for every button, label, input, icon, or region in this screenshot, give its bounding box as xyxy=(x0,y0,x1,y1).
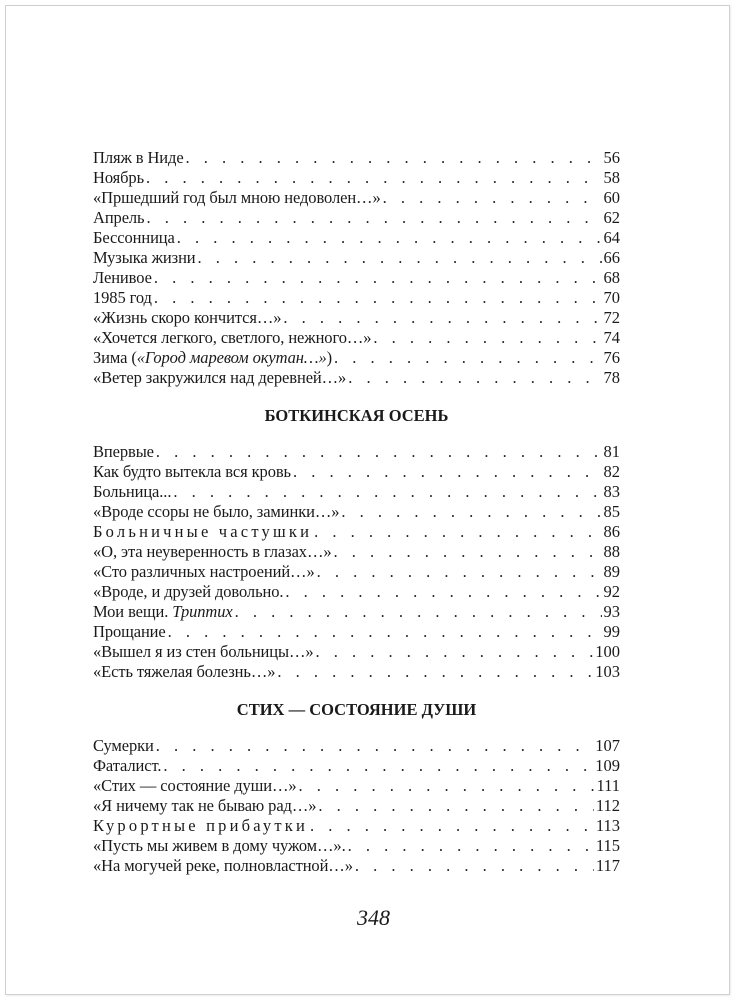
toc-entry xyxy=(93,148,620,168)
toc-entry xyxy=(93,462,620,482)
toc-entry-title: «Ветер закружился над деревней…» xyxy=(93,368,347,387)
toc-entry-title: «О, эта неуверенность в глазах…» xyxy=(93,542,332,561)
leader-dots xyxy=(383,188,602,208)
book-page xyxy=(5,5,730,995)
toc-entry-title: Больница... xyxy=(93,482,172,501)
toc-entry-page: 81 xyxy=(603,442,620,461)
toc-entry-page: 112 xyxy=(595,796,620,815)
toc-entry xyxy=(93,776,620,796)
toc-entry-page: 88 xyxy=(603,542,620,561)
toc-entry xyxy=(93,562,620,582)
toc-entry xyxy=(93,228,620,248)
toc-entry xyxy=(93,796,620,816)
leader-dots xyxy=(348,836,594,856)
toc-entry-title: Прощание xyxy=(93,622,166,641)
leader-dots xyxy=(186,148,602,168)
toc-entry-title xyxy=(93,348,332,368)
toc-entry-title: 1985 год xyxy=(93,288,152,307)
toc-entry xyxy=(93,582,620,602)
toc-entry xyxy=(93,328,620,348)
leader-dots xyxy=(341,502,601,522)
section-heading-botkinskaya-osen: БОТКИНСКАЯ ОСЕНЬ xyxy=(264,406,449,425)
toc-entry xyxy=(93,542,620,562)
toc-entry xyxy=(93,736,620,756)
leader-dots xyxy=(285,582,601,602)
toc-entry-page: 82 xyxy=(603,462,620,481)
toc-entry-title: «Есть тяжелая болезнь…» xyxy=(93,662,276,681)
toc-entry-title: Больничные частушки xyxy=(93,522,313,541)
toc-entry-title: Апрель xyxy=(93,208,145,227)
toc-entry xyxy=(93,308,620,328)
leader-dots xyxy=(310,816,594,836)
toc-entry-title: Ленивое xyxy=(93,268,152,287)
toc-entry xyxy=(93,368,620,388)
toc-entry-page: 92 xyxy=(603,582,620,601)
toc-entry-page: 76 xyxy=(603,348,620,367)
toc-entry-page: 70 xyxy=(603,288,620,307)
leader-dots xyxy=(146,168,601,188)
toc-entry-title: «Жизнь скоро кончится…» xyxy=(93,308,282,327)
toc-entry-page: 58 xyxy=(603,168,620,187)
toc-entry xyxy=(93,348,620,368)
page-number: 348 xyxy=(357,905,390,930)
leader-dots xyxy=(317,562,602,582)
toc-entry xyxy=(93,502,620,522)
leader-dots xyxy=(173,482,601,502)
toc-entry-title: «Вышел я из стен больницы…» xyxy=(93,642,314,661)
toc-entry-page: 68 xyxy=(603,268,620,287)
toc-entry-title: «Пусть мы живем в дому чужом…». xyxy=(93,836,346,855)
toc-entry-page: 100 xyxy=(595,642,620,661)
toc-entry xyxy=(93,816,620,836)
leader-dots xyxy=(283,308,601,328)
toc-entry-title: Ноябрь xyxy=(93,168,145,187)
toc-entry-page: 89 xyxy=(603,562,620,581)
leader-dots xyxy=(299,776,595,796)
toc-entry xyxy=(93,622,620,642)
toc-entry-page: 85 xyxy=(603,502,620,521)
toc-entry-title: Впервые xyxy=(93,442,154,461)
toc-entry-title: Пляж в Ниде xyxy=(93,148,184,167)
toc-entry-page: 66 xyxy=(603,248,620,267)
leader-dots xyxy=(277,662,593,682)
toc-entry xyxy=(93,602,620,622)
leader-dots xyxy=(235,602,602,622)
leader-dots xyxy=(154,288,602,308)
toc-entry-page: 72 xyxy=(603,308,620,327)
toc-entry-page: 93 xyxy=(603,602,620,621)
toc-entry xyxy=(93,856,620,876)
leader-dots xyxy=(334,348,601,368)
toc-entry-page: 109 xyxy=(595,756,620,775)
toc-entry-page: 74 xyxy=(603,328,620,347)
leader-dots xyxy=(154,268,602,288)
leader-dots xyxy=(373,328,601,348)
leader-dots xyxy=(198,248,602,268)
toc-entry-title: Сумерки xyxy=(93,736,154,755)
toc-entry xyxy=(93,836,620,856)
toc-entry xyxy=(93,248,620,268)
toc-entry-title: Как будто вытекла вся кровь xyxy=(93,462,291,481)
table-of-contents xyxy=(93,148,620,876)
toc-entry-page: 64 xyxy=(603,228,620,247)
section-heading-stikh-sostoyanie-dushi: СТИХ — СОСТОЯНИЕ ДУШИ xyxy=(236,700,477,719)
toc-entry xyxy=(93,188,620,208)
toc-entry-title: «Пршедший год был мною недоволен…» xyxy=(93,188,381,207)
leader-dots xyxy=(316,642,594,662)
toc-entry xyxy=(93,168,620,188)
toc-entry-title: «Вроде, и друзей довольно. xyxy=(93,582,284,601)
leader-dots xyxy=(348,368,601,388)
leader-dots xyxy=(163,756,593,776)
leader-dots xyxy=(156,736,593,756)
toc-entry-title: Музыка жизни xyxy=(93,248,196,267)
toc-entry-title: «Хочется легкого, светлого, нежного…» xyxy=(93,328,372,347)
toc-entry-page: 117 xyxy=(595,856,620,875)
toc-entry xyxy=(93,642,620,662)
toc-entry xyxy=(93,482,620,502)
toc-entry-page: 62 xyxy=(603,208,620,227)
toc-entry-page: 107 xyxy=(595,736,620,755)
toc-entry-title-italic: «Город маревом окутан…» xyxy=(136,348,327,367)
toc-entry-title: Фаталист. xyxy=(93,756,162,775)
toc-entry-title: Бессонница xyxy=(93,228,175,247)
toc-entry-title: Курортные прибаутки xyxy=(93,816,309,835)
toc-entry-page: 103 xyxy=(595,662,620,681)
toc-section-1 xyxy=(93,148,620,388)
leader-dots xyxy=(293,462,602,482)
toc-entry xyxy=(93,756,620,776)
toc-entry-page: 86 xyxy=(603,522,620,541)
toc-entry xyxy=(93,288,620,308)
toc-entry xyxy=(93,522,620,542)
toc-entry-title-suffix: ) xyxy=(326,348,333,367)
toc-entry-title: «Стих — состояние души…» xyxy=(93,776,297,795)
toc-entry-page: 113 xyxy=(595,816,620,835)
leader-dots xyxy=(355,856,594,876)
toc-entry-title-prefix: Мои вещи. xyxy=(93,602,173,621)
leader-dots xyxy=(334,542,602,562)
toc-section-2 xyxy=(93,442,620,682)
leader-dots xyxy=(168,622,602,642)
leader-dots xyxy=(177,228,602,248)
toc-entry-title-italic: Триптих xyxy=(172,602,233,621)
toc-entry-title xyxy=(93,602,233,622)
toc-entry-page: 99 xyxy=(603,622,620,641)
leader-dots xyxy=(314,522,601,542)
toc-entry-page: 83 xyxy=(603,482,620,501)
leader-dots xyxy=(318,796,593,816)
toc-entry-title: «Я ничему так не бываю рад…» xyxy=(93,796,317,815)
toc-entry-page: 56 xyxy=(603,148,620,167)
toc-entry xyxy=(93,662,620,682)
toc-entry-page: 60 xyxy=(603,188,620,207)
toc-entry-title: «Сто различных настроений…» xyxy=(93,562,315,581)
toc-entry-page: 115 xyxy=(595,836,620,855)
toc-entry-title: «Вроде ссоры не было, заминки…» xyxy=(93,502,340,521)
toc-section-3 xyxy=(93,736,620,876)
toc-entry-title: «На могучей реке, полновластной…» xyxy=(93,856,353,875)
toc-entry-page: 111 xyxy=(596,776,620,795)
toc-entry xyxy=(93,208,620,228)
toc-entry-title-prefix: Зима ( xyxy=(93,348,137,367)
toc-entry-page: 78 xyxy=(603,368,620,387)
toc-entry xyxy=(93,268,620,288)
leader-dots xyxy=(146,208,601,228)
leader-dots xyxy=(156,442,602,462)
toc-entry xyxy=(93,442,620,462)
